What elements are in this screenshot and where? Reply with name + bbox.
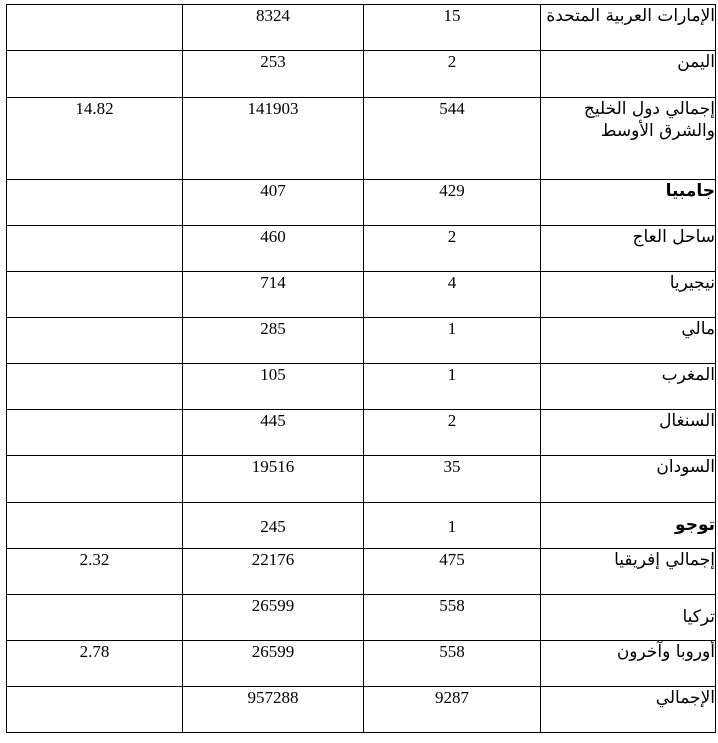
value-cell: 714 xyxy=(183,272,364,318)
count-cell: 475 xyxy=(364,549,541,595)
percent-cell: 2.78 xyxy=(7,641,183,687)
country-cell: الإمارات العربية المتحدة xyxy=(541,5,716,51)
percent-cell xyxy=(7,364,183,410)
value-cell: 141903 xyxy=(183,98,364,180)
data-table xyxy=(6,4,716,733)
country-cell: نيجيريا xyxy=(541,272,716,318)
percent-cell xyxy=(7,456,183,503)
count-cell: 544 xyxy=(364,98,541,180)
value-cell: 26599 xyxy=(183,641,364,687)
percent-cell xyxy=(7,180,183,226)
country-cell: جامبيا xyxy=(541,180,716,226)
country-cell: السنغال xyxy=(541,410,716,456)
percent-cell xyxy=(7,51,183,98)
country-cell: مالي xyxy=(541,318,716,364)
country-cell: توجو xyxy=(541,503,716,549)
count-cell: 1 xyxy=(364,364,541,410)
percent-cell xyxy=(7,687,183,733)
country-cell: أوروبا وآخرون xyxy=(541,641,716,687)
percent-cell xyxy=(7,226,183,272)
table-row xyxy=(7,549,716,595)
percent-cell xyxy=(7,503,183,549)
value-cell: 445 xyxy=(183,410,364,456)
country-cell: المغرب xyxy=(541,364,716,410)
table-row xyxy=(7,318,716,364)
value-cell: 253 xyxy=(183,51,364,98)
value-cell: 460 xyxy=(183,226,364,272)
value-cell: 19516 xyxy=(183,456,364,503)
count-cell: 2 xyxy=(364,226,541,272)
country-cell: السودان xyxy=(541,456,716,503)
count-cell: 558 xyxy=(364,595,541,641)
table-row xyxy=(7,595,716,641)
count-cell: 1 xyxy=(364,318,541,364)
value-cell: 245 xyxy=(183,503,364,549)
country-cell: إجمالي دول الخليج والشرق الأوسط xyxy=(541,98,716,180)
country-cell: اليمن xyxy=(541,51,716,98)
table-row xyxy=(7,98,716,180)
table-row xyxy=(7,687,716,733)
count-cell: 558 xyxy=(364,641,541,687)
country-cell: إجمالي إفريقيا xyxy=(541,549,716,595)
count-cell: 2 xyxy=(364,51,541,98)
table-row xyxy=(7,226,716,272)
count-cell: 2 xyxy=(364,410,541,456)
table-row xyxy=(7,364,716,410)
table-row xyxy=(7,456,716,503)
value-cell: 957288 xyxy=(183,687,364,733)
percent-cell xyxy=(7,595,183,641)
count-cell: 15 xyxy=(364,5,541,51)
value-cell: 105 xyxy=(183,364,364,410)
percent-cell xyxy=(7,5,183,51)
value-cell: 22176 xyxy=(183,549,364,595)
count-cell: 1 xyxy=(364,503,541,549)
percent-cell: 2.32 xyxy=(7,549,183,595)
table-row xyxy=(7,410,716,456)
count-cell: 9287 xyxy=(364,687,541,733)
percent-cell xyxy=(7,272,183,318)
value-cell: 26599 xyxy=(183,595,364,641)
percent-cell: 14.82 xyxy=(7,98,183,180)
count-cell: 35 xyxy=(364,456,541,503)
country-cell: الإجمالي xyxy=(541,687,716,733)
value-cell: 285 xyxy=(183,318,364,364)
table-row xyxy=(7,51,716,98)
country-cell: ساحل العاج xyxy=(541,226,716,272)
percent-cell xyxy=(7,410,183,456)
count-cell: 4 xyxy=(364,272,541,318)
count-cell: 429 xyxy=(364,180,541,226)
table-row xyxy=(7,503,716,549)
value-cell: 8324 xyxy=(183,5,364,51)
percent-cell xyxy=(7,318,183,364)
table-row xyxy=(7,180,716,226)
value-cell: 407 xyxy=(183,180,364,226)
table-row xyxy=(7,5,716,51)
country-cell: تركيا xyxy=(541,595,716,641)
table-row xyxy=(7,272,716,318)
table-row xyxy=(7,641,716,687)
